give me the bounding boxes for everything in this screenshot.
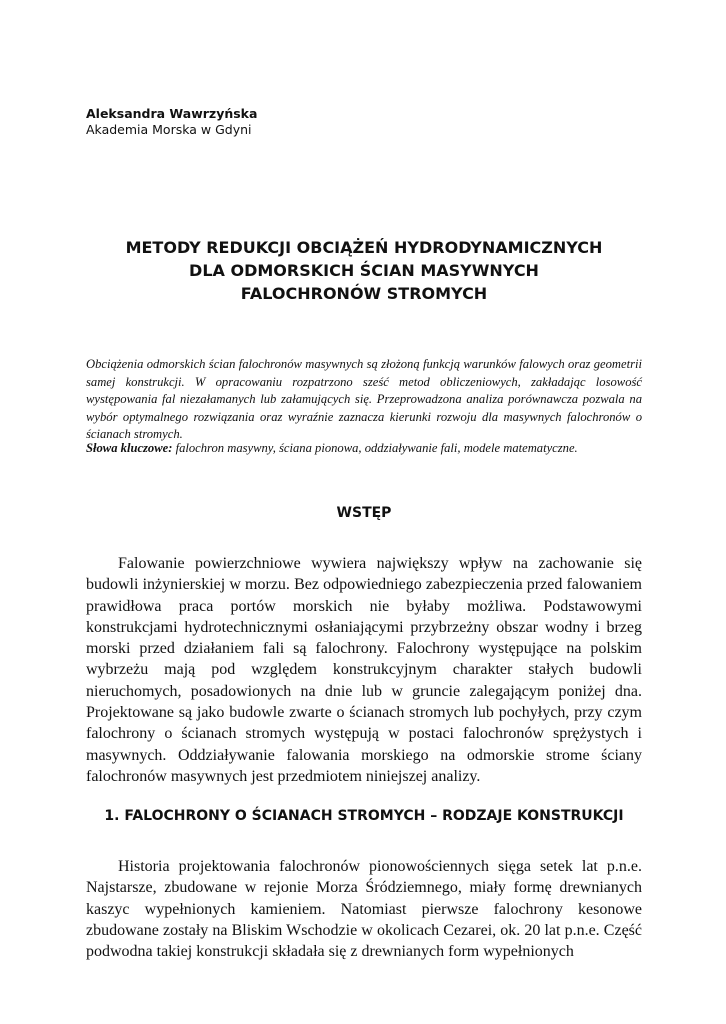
keywords (86, 440, 642, 457)
abstract: Obciążenia odmorskich ścian falochronów masywnych są złożoną funkcją warunków falowych oraz geometrii samej konstrukcji. W opracowaniu rozpatrzono sześć metod obliczeniowych, zakładając losowość występowania fal niezałamanych lub załamujących się. Przeprowadzona analiza porównawcza pozwala na wybór optymalnego rozwiązania oraz wyraźnie zaznacza kierunki rozwoju dla masywnych falochronów o ścianach stromych. (86, 357, 642, 441)
intro-heading: WSTĘP (336, 505, 392, 521)
intro-paragraph: Falowanie powierzchniowe wywiera największy wpływ na zachowanie się budowli inżynierskiej w morzu. Bez odpowiedniego zabezpieczenia przed falowaniem prawidłowa praca portów morskich nie byłaby możliwa. Podstawowymi konstrukcjami hydrotechnicznymi osłaniającymi przybrzeżny obszar wodny i brzeg morski przed działaniem fali są falochrony. Falochrony występujące na polskim wybrzeżu mają pod względem konstrukcyjnym charakter stałych budowli nieruchomych, posadowionych na dnie lub w gruncie zalegającym poniżej dna. Projektowane są jako budowle zwarte o ścianach stromych lub pochyłych, przy czym falochrony o ścianach stromych występują w postaci falochronów sprężystych i masywnych. Oddziaływanie falowania morskiego na odmorskie strome ściany falochronów masywnych jest przedmiotem niniejszej analizy. (86, 555, 642, 785)
title-line-2: DLA ODMORSKICH ŚCIAN MASYWNYCH (189, 261, 539, 280)
section-1-paragraph: Historia projektowania falochronów pionowościennych sięga setek lat p.n.e. Najstarsze, zbudowane w rejonie Morza Śródziemnego, miały formę drewnianych kaszyc wypełnionych kamieniem. Natomiast pierwsze falochrony kesonowe zbudowane zostały na Bliskim Wschodzie w okolicach Cezarei, ok. 20 lat p.n.e. Część podwodna takiej konstrukcji składała się z drewnianych form wypełnionych (86, 858, 642, 961)
section-1-heading: 1. FALOCHRONY O ŚCIANACH STROMYCH – RODZAJE KONSTRUKCJI (104, 808, 624, 824)
title-line-3: FALOCHRONÓW STROMYCH (240, 284, 488, 303)
keywords-text: falochron masywny, ściana pionowa, oddziaływanie fali, modele matematyczne. (175, 441, 578, 455)
author-block (86, 106, 257, 138)
paper-title (86, 236, 642, 305)
author-name: Aleksandra Wawrzyńska (86, 106, 258, 121)
title-line-1: METODY REDUKCJI OBCIĄŻEŃ HYDRODYNAMICZNYCH (125, 238, 603, 257)
author-affiliation: Akademia Morska w Gdyni (86, 122, 252, 137)
keywords-label: Słowa kluczowe: (86, 441, 173, 455)
